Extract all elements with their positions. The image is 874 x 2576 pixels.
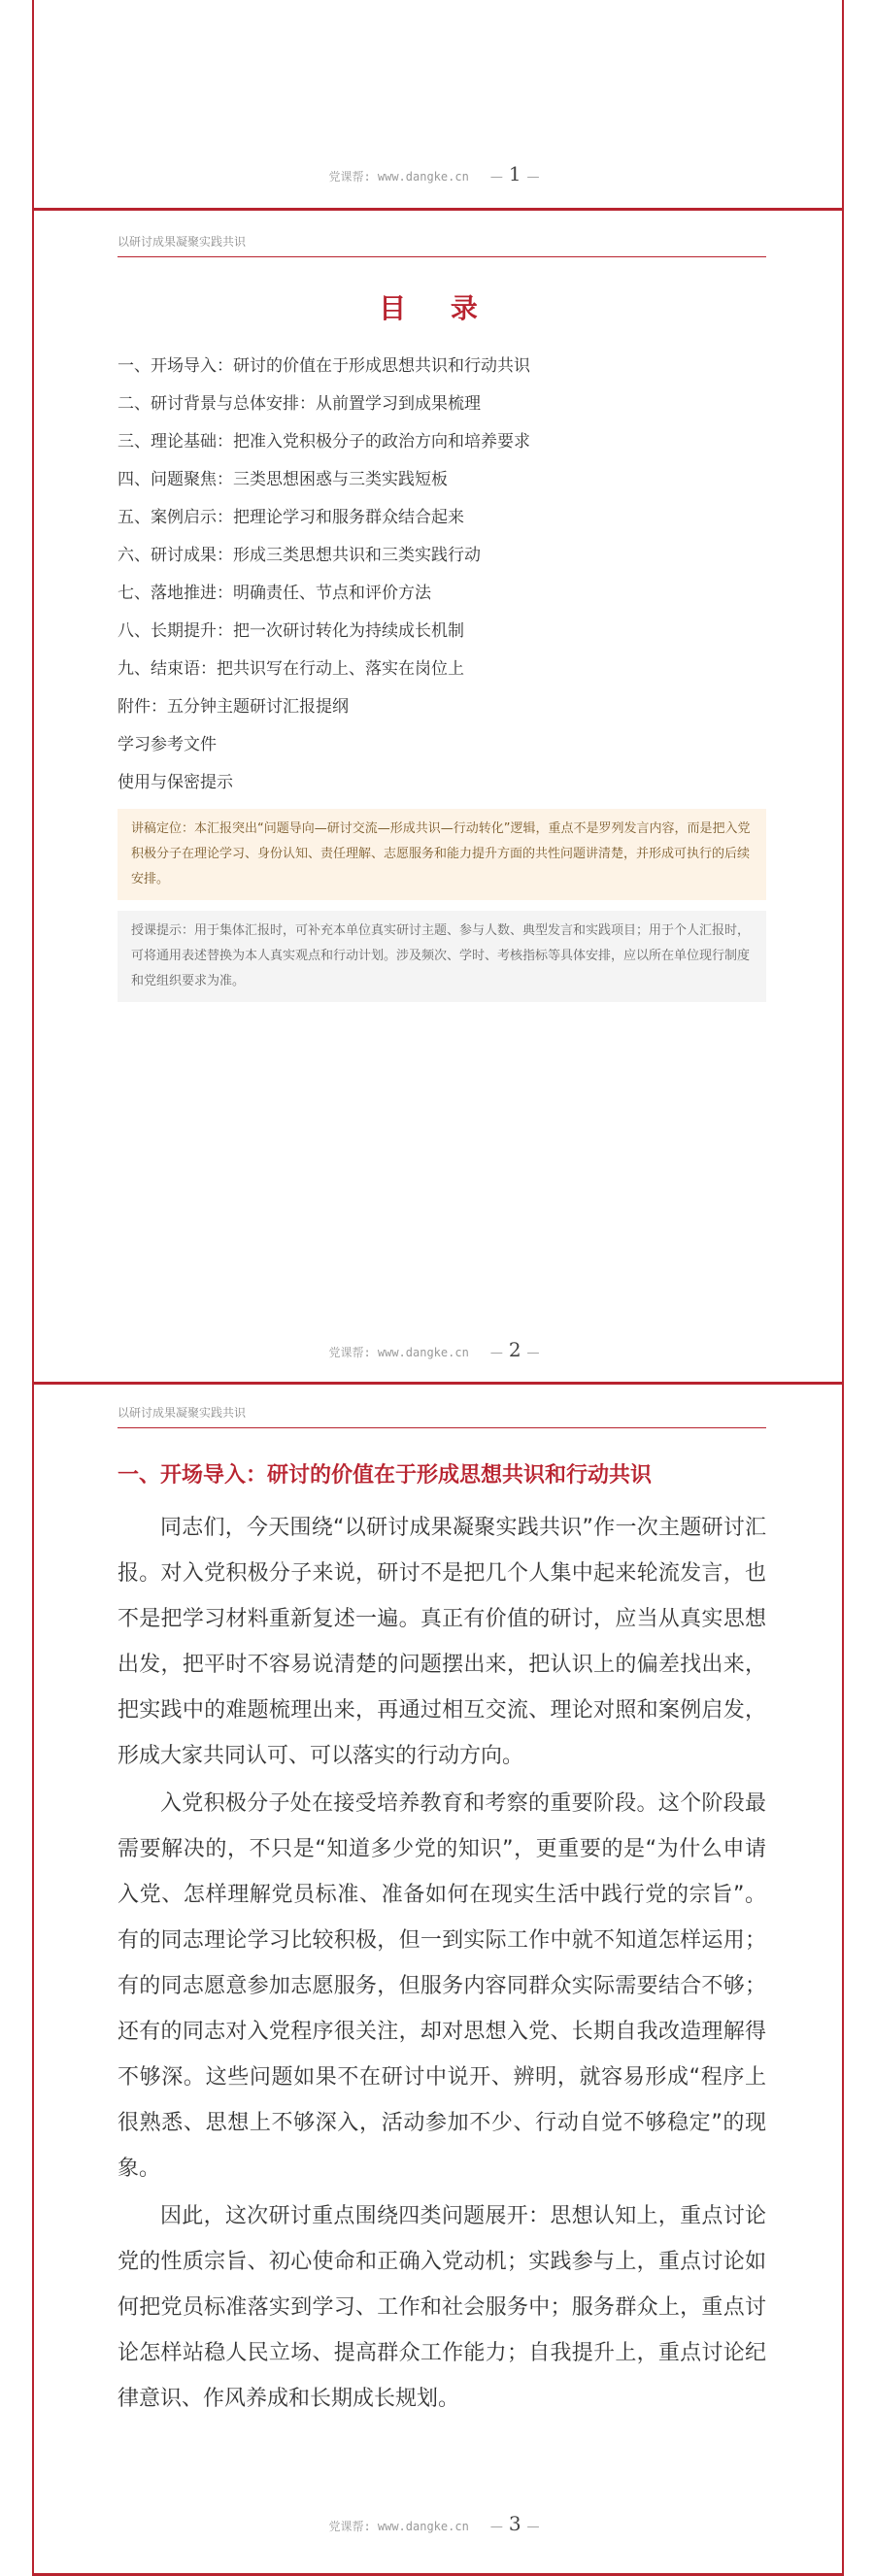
toc-item[interactable]: 使用与保密提示 xyxy=(118,773,233,792)
toc-item[interactable]: 九、结束语：把共识写在行动上、落实在岗位上 xyxy=(118,659,464,679)
toc-item[interactable]: 二、研讨背景与总体安排：从前置学习到成果梳理 xyxy=(118,394,481,414)
paragraph: 因此，这次研讨重点围绕四类问题展开：思想认知上，重点讨论党的性质宗旨、初心使命和正确入党动机；实践参与上，重点讨论如何把党员标准落实到学习、工作和社会服务中；服务群众上，重点讨论怎样站稳人民立场、提高群众工作能力；自我提升上，重点讨论纪律意识、作风养成和长期成长规划。 xyxy=(118,2204,766,2411)
note-tips: 授课提示：用于集体汇报时，可补充本单位真实研讨主题、参与人数、典型发言和实践项目；用于个人汇报时，可将通用表述替换为本人真实观点和行动计划。涉及频次、学时、考核指标等具体安排，应以所在单位现行制度和党组织要求为准。 xyxy=(118,911,766,1002)
paragraph: 同志们，今天围绕“以研讨成果凝聚实践共识”作一次主题研讨汇报。对入党积极分子来说，研讨不是把几个人集中起来轮流发言，也不是把学习材料重新复述一遍。真正有价值的研讨，应当从真实思想出发，把平时不容易说清楚的问题摆出来，把认识上的偏差找出来，把实践中的难题梳理出来，再通过相互交流、理论对照和案例启发，形成大家共同认可、可以落实的行动方向。 xyxy=(118,1516,766,1768)
note-positioning: 讲稿定位：本汇报突出“问题导向—研讨交流—形成共识—行动转化”逻辑，重点不是罗列发言内容，而是把入党积极分子在理论学习、身份认知、责任理解、志愿服务和能力提升方面的共性问题讲清楚，并形成可执行的后续安排。 xyxy=(118,809,766,900)
footer-site: 党课帮: www.dangke.cn xyxy=(328,1346,469,1359)
running-header: 以研讨成果凝聚实践共识 xyxy=(118,1404,766,1428)
toc-item[interactable]: 附件：五分钟主题研讨汇报提纲 xyxy=(118,697,349,717)
page-footer-2: 党课帮: www.dangke.cn — 2 — xyxy=(328,1338,540,1361)
running-header: 以研讨成果凝聚实践共识 xyxy=(118,233,766,257)
toc-list xyxy=(118,348,766,802)
toc-item[interactable]: 六、研讨成果：形成三类思想共识和三类实践行动 xyxy=(118,546,481,565)
toc-item[interactable]: 八、长期提升：把一次研讨转化为持续成长机制 xyxy=(118,621,464,641)
toc-item[interactable]: 五、案例启示：把理论学习和服务群众结合起来 xyxy=(118,508,464,527)
section-heading: 一、开场导入：研讨的价值在于形成思想共识和行动共识 xyxy=(118,1463,653,1488)
page-number: 2 xyxy=(508,1338,521,1361)
footer-site: 党课帮: www.dangke.cn xyxy=(328,2520,469,2533)
toc-item[interactable]: 七、落地推进：明确责任、节点和评价方法 xyxy=(118,584,431,603)
section-body xyxy=(118,1505,766,2424)
toc-item[interactable]: 三、理论基础：把准入党积极分子的政治方向和培养要求 xyxy=(118,432,530,452)
toc-item[interactable]: 四、问题聚焦：三类思想困惑与三类实践短板 xyxy=(118,470,448,489)
toc-item[interactable]: 一、开场导入：研讨的价值在于形成思想共识和行动共识 xyxy=(118,356,530,376)
paragraph: 入党积极分子处在接受培养教育和考察的重要阶段。这个阶段最需要解决的，不只是“知道多少党的知识”，更重要的是“为什么申请入党、怎样理解党员标准、准备如何在现实生活中践行党的宗旨”。有的同志理论学习比较积极，但一到实际工作中就不知道怎样运用；有的同志愿意参加志愿服务，但服务内容同群众实际需要结合不够；还有的同志对入党程序很关注，却对思想入党、长期自我改造理解得不够深。这些问题如果不在研讨中说开、辨明，就容易形成“程序上很熟悉、思想上不够深入，活动参加不少、行动自觉不够稳定”的现象。 xyxy=(118,1791,766,2181)
page-number: 3 xyxy=(508,2512,521,2535)
page-number: 1 xyxy=(508,162,521,185)
toc-item[interactable]: 学习参考文件 xyxy=(118,735,217,754)
page-footer-1: 党课帮: www.dangke.cn — 1 — xyxy=(328,162,540,185)
page-footer-3: 党课帮: www.dangke.cn — 3 — xyxy=(328,2512,540,2535)
toc-title: 目 录 xyxy=(379,292,495,324)
footer-site: 党课帮: www.dangke.cn xyxy=(328,170,469,184)
